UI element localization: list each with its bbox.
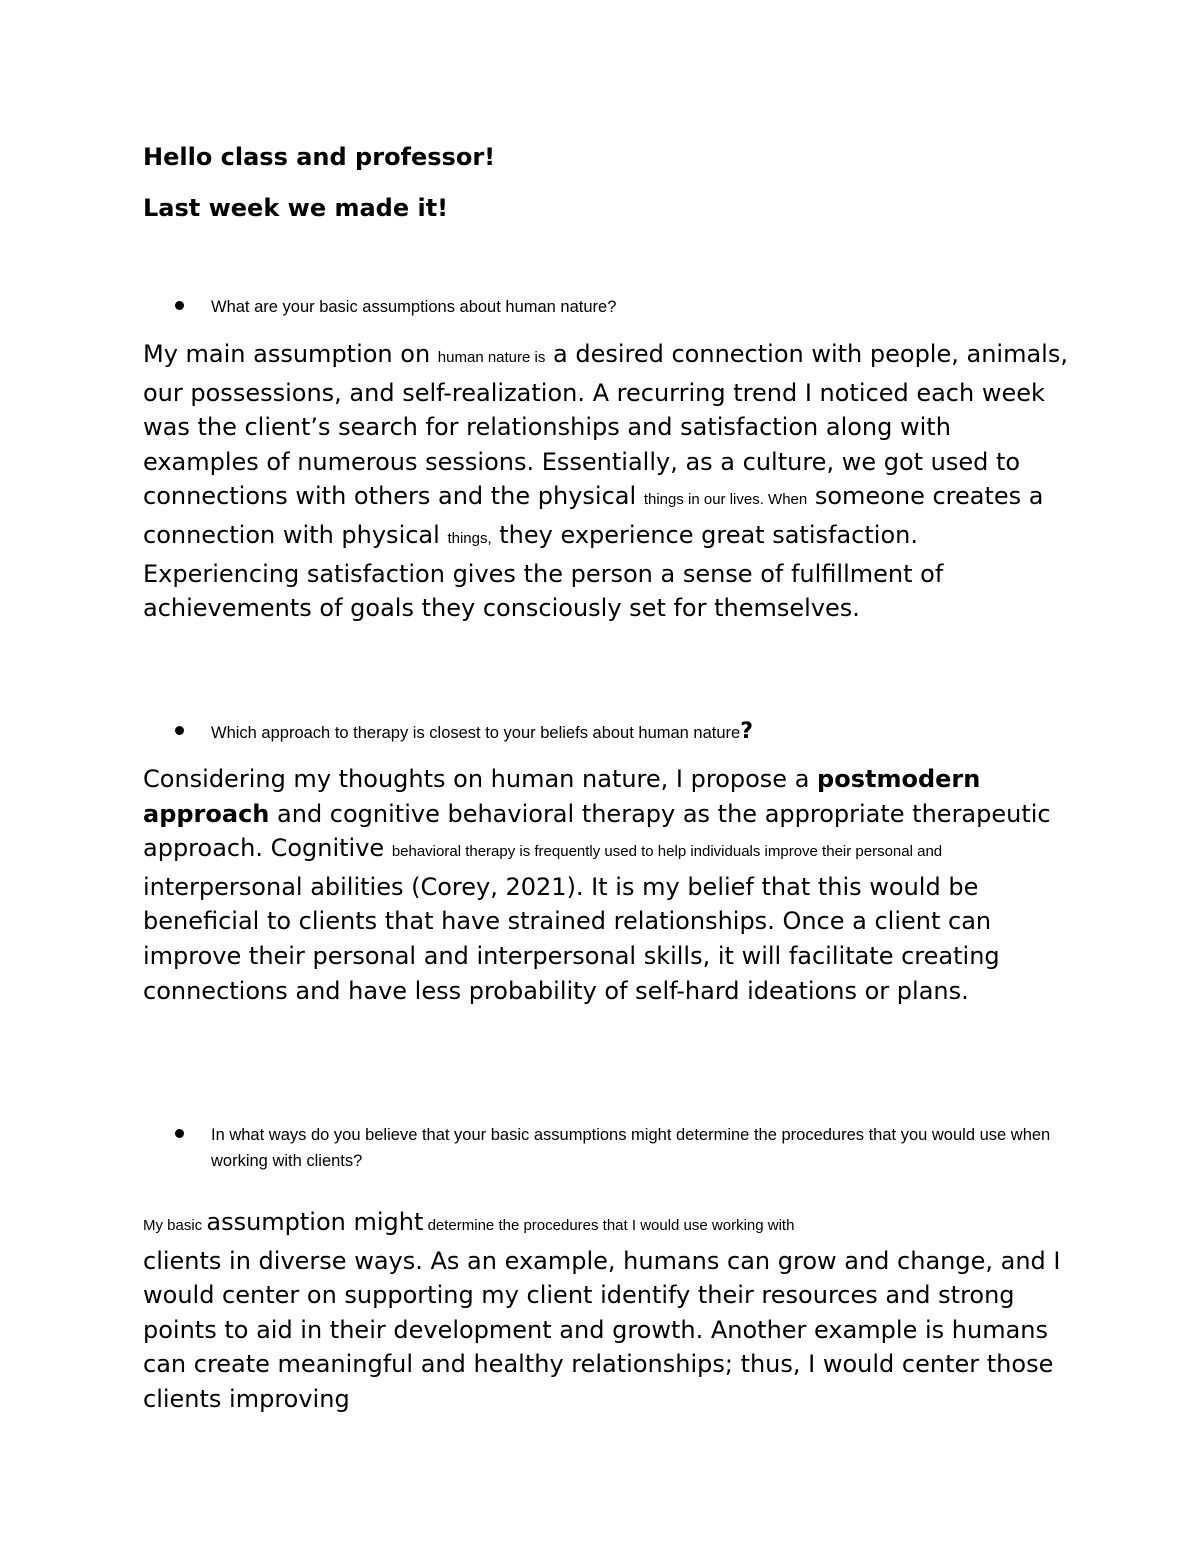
bullet-icon	[175, 1129, 184, 1138]
answer-2	[143, 762, 1073, 1008]
greeting-heading: Hello class and professor!	[143, 143, 496, 171]
question-2-text	[211, 719, 1075, 746]
bullet-icon	[175, 726, 184, 735]
answer-1	[143, 337, 1073, 626]
question-3	[175, 1122, 1075, 1174]
answer-3-run-small: determine the procedures that I would use working with	[423, 1217, 795, 1234]
answer-1-run: someone creates a connection with physical	[143, 482, 1044, 549]
answer-1-run: My main assumption on	[143, 340, 438, 368]
answer-3-run: assumption might	[206, 1208, 424, 1236]
answer-3-run-small: My basic	[143, 1217, 207, 1234]
answer-2-run: Considering my thoughts on human nature, I propose a	[143, 765, 818, 793]
answer-2-bold-run: postmodern approach	[143, 765, 981, 828]
question-1-text: What are your basic assumptions about human nature?	[211, 298, 617, 316]
answer-1-run-small: human nature is	[437, 349, 546, 366]
answer-2-run: and cognitive behavioral therapy as the appropriate therapeutic approach. Cognitive	[143, 799, 1051, 863]
question-2	[175, 719, 1075, 746]
question-2-label: Which approach to therapy is closest to your beliefs about human nature	[211, 724, 741, 742]
question-1	[175, 294, 1075, 320]
answer-3	[143, 1205, 1073, 1417]
answer-3-run: clients in diverse ways. As an example, humans can grow and change, and I would center on supporting my client identify their resources and strong points to aid in their development and growth. Another example is humans can create meaningful and healthy relationships; thus, I would center those clients improving	[143, 1246, 1061, 1413]
answer-1-run: a desired connection with people, animals, our possessions, and self-realization. A recurring trend I noticed each week was the client’s search for relationships and satisfaction along with examples of numerous sessions. Essentially, as a culture, we got used to connections with others and the physical	[143, 340, 1068, 511]
question-3-text: In what ways do you believe that your basic assumptions might determine the procedures that you would use when working with clients?	[211, 1126, 1051, 1170]
answer-2-run: interpersonal abilities (Corey, 2021). It is my belief that this would be beneficial to clients that have strained relationships. Once a client can improve their personal and interpersonal skills, it will facilitate creating connections and have less probability of self-hard ideations or plans.	[143, 872, 1000, 1005]
subheading: Last week we made it!	[143, 194, 449, 222]
question-mark: ?	[740, 719, 753, 744]
bullet-icon	[175, 301, 184, 310]
answer-1-run-small: things in our lives. When	[643, 491, 808, 509]
answer-2-run-small: behavioral therapy is frequently used to help individuals improve their personal and	[391, 843, 943, 861]
answer-1-run: they experience great satisfaction. Experiencing satisfaction gives the person a sense of fulfillment of achievements of goals they consciously set for themselves.	[143, 520, 944, 623]
answer-1-run-small: things,	[447, 529, 492, 547]
